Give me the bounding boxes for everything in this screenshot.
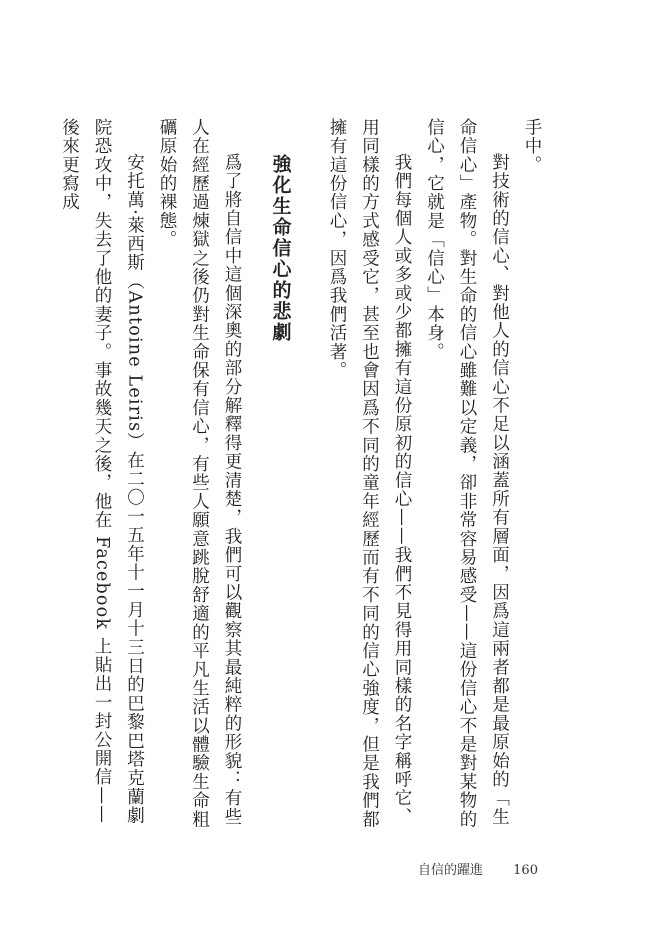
- page-number: 160: [513, 863, 538, 878]
- paragraph-purest-form: 爲了將自信中這個深奧的部分解釋得更清楚，我們可以觀察其最純粹的形貌：有些人在經歷過煉獄之後仍對生命保有信心，有些人願意跳脫舒適的平凡生活以體驗生命粗礪原始的裸態。: [157, 118, 242, 829]
- vertical-text-body: [59, 118, 548, 838]
- page-footer: [418, 859, 564, 878]
- paragraph-technology-confidence: 對技術的信心、對他人的信心不足以涵蓋所有層面，因爲這兩者都是最原始的「生命信心」產物。對生命的信心雖難以定義，卻非常容易感受——這份信心不是對某物的信心，它就是「信心」本身。: [424, 118, 510, 829]
- section-heading: 強化生命信心的悲劇: [269, 154, 292, 343]
- running-book-title: 自信的躍進: [418, 863, 484, 878]
- paragraph-opening: 手中。: [522, 118, 542, 175]
- paragraph-primal-confidence: 我們每個人或多或少都擁有這份原初的信心——我們不見得用同樣的名字稱呼它、用同樣的方式感受它，甚至也會因爲不同的童年經歷而有不同的信心強度，但是我們都擁有這份信心，因爲我們活著。: [327, 118, 412, 829]
- paragraph-antoine-leiris: 安托萬·萊西斯（Antoine Leiris）在二〇一五年十一月十三日的巴黎巴塔克蘭劇院恐攻中，失去了他的妻子。事故幾天之後，他在 Facebook 上貼出一封公開信——後來更寫成: [59, 118, 145, 825]
